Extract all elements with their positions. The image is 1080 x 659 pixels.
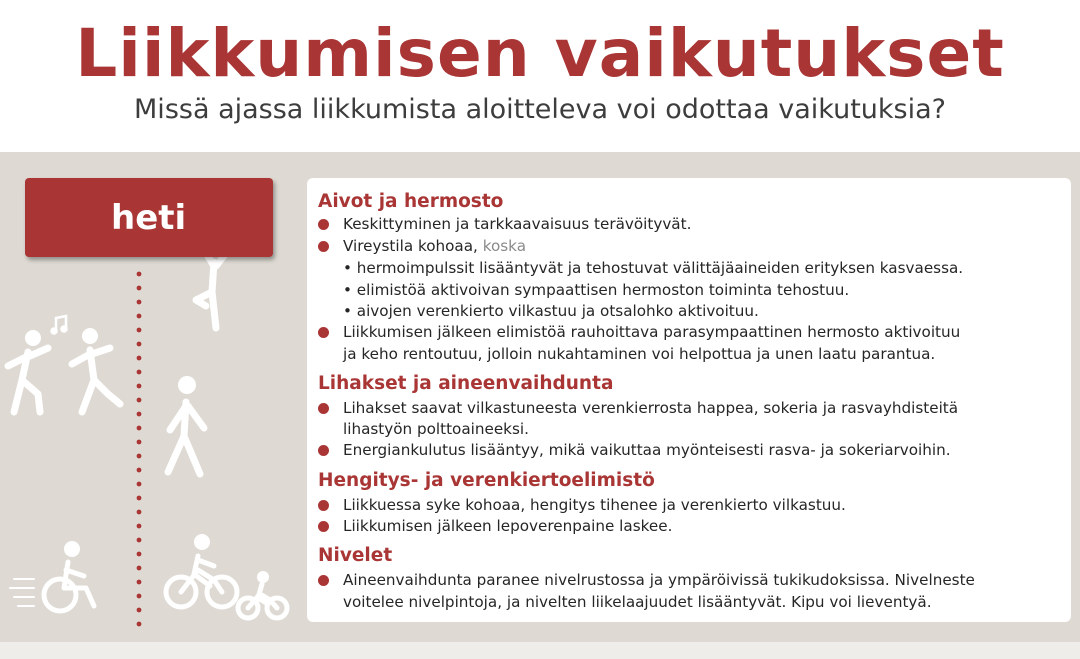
sub-bullet-text: • elimistöä aktivoivan sympaattisen hermoston toiminta tehostuu. — [343, 281, 850, 299]
wheelchair-user-icon — [10, 541, 94, 611]
bullet-text: Liikkumisen jälkeen lepoverenpaine laskee. — [343, 517, 673, 535]
bullet-text: Aineenvaihdunta paranee nivelrustossa ja ympäröivissä tukikudoksissa. Nivelneste — [343, 571, 975, 589]
bullet-text: ja keho rentoutuu, jolloin nukahtaminen voi helpottua ja unen laatu parantua. — [343, 345, 936, 363]
bottom-strip — [0, 642, 1080, 659]
section-title-hengitys: Hengitys- ja verenkiertoelimistö — [318, 470, 655, 491]
bullet-dot — [318, 327, 329, 338]
running-person-icon — [72, 328, 120, 412]
bullet-text — [343, 235, 526, 257]
sub-bullet-text: • aivojen verenkierto vilkastuu ja otsalohko aktivoituu. — [343, 302, 759, 320]
bullet-dot — [318, 575, 329, 586]
bullet-dot — [318, 500, 329, 511]
bullet-text: Energiankulutus lisääntyy, mikä vaikuttaa myönteisesti rasva- ja sokeriarvoihin. — [343, 441, 951, 459]
sub-bullet-text: • hermoimpulssit lisääntyvät ja tehostuvat välittäjäaineiden erityksen kasvaessa. — [343, 259, 964, 277]
bullet-text: voitelee nivelpintoja, ja nivelten liikelaajuudet lisääntyvät. Kipu voi lieventyä. — [343, 593, 932, 611]
bullet-text-main: Vireystila kohoaa, — [343, 237, 478, 255]
page-title: Liikkumisen vaikutukset — [75, 15, 1005, 92]
bullet-dot — [318, 219, 329, 230]
section-title-nivelet: Nivelet — [318, 545, 393, 566]
bullet-text-koska: koska — [482, 237, 526, 255]
timeline-label-heti — [25, 178, 273, 257]
bullet-dot — [318, 241, 329, 252]
timeline-dots — [137, 272, 142, 627]
bullet-text: lihastyön polttoaineeksi. — [343, 420, 529, 438]
cyclists-icon — [166, 534, 287, 618]
bullet-dot — [318, 403, 329, 414]
bullet-text: Lihakset saavat vilkastuneesta verenkierrosta happea, sokeria ja rasvayhdisteitä — [343, 399, 959, 417]
page-subtitle: Missä ajassa liikkumista aloitteleva voi odottaa vaikutuksia? — [134, 94, 946, 125]
header — [0, 0, 1080, 152]
section-title-aivot: Aivot ja hermosto — [318, 191, 504, 212]
heti-label: heti — [111, 198, 187, 238]
bullet-dot — [318, 445, 329, 456]
bullet-text: Liikkumisen jälkeen elimistöä rauhoittava parasympaattinen hermosto aktivoituu — [343, 323, 961, 341]
walking-person-icon — [168, 376, 204, 474]
bullet-dot — [318, 521, 329, 532]
bullet-text: Liikkuessa syke kohoaa, hengitys tihenee ja verenkierto vilkastuu. — [343, 496, 846, 514]
dancing-person-icon — [8, 330, 48, 412]
bullet-text: Keskittyminen ja tarkkaavaisuus terävöityvät. — [343, 215, 692, 233]
section-title-lihakset: Lihakset ja aineenvaihdunta — [318, 373, 614, 394]
music-note-icon — [52, 316, 67, 334]
